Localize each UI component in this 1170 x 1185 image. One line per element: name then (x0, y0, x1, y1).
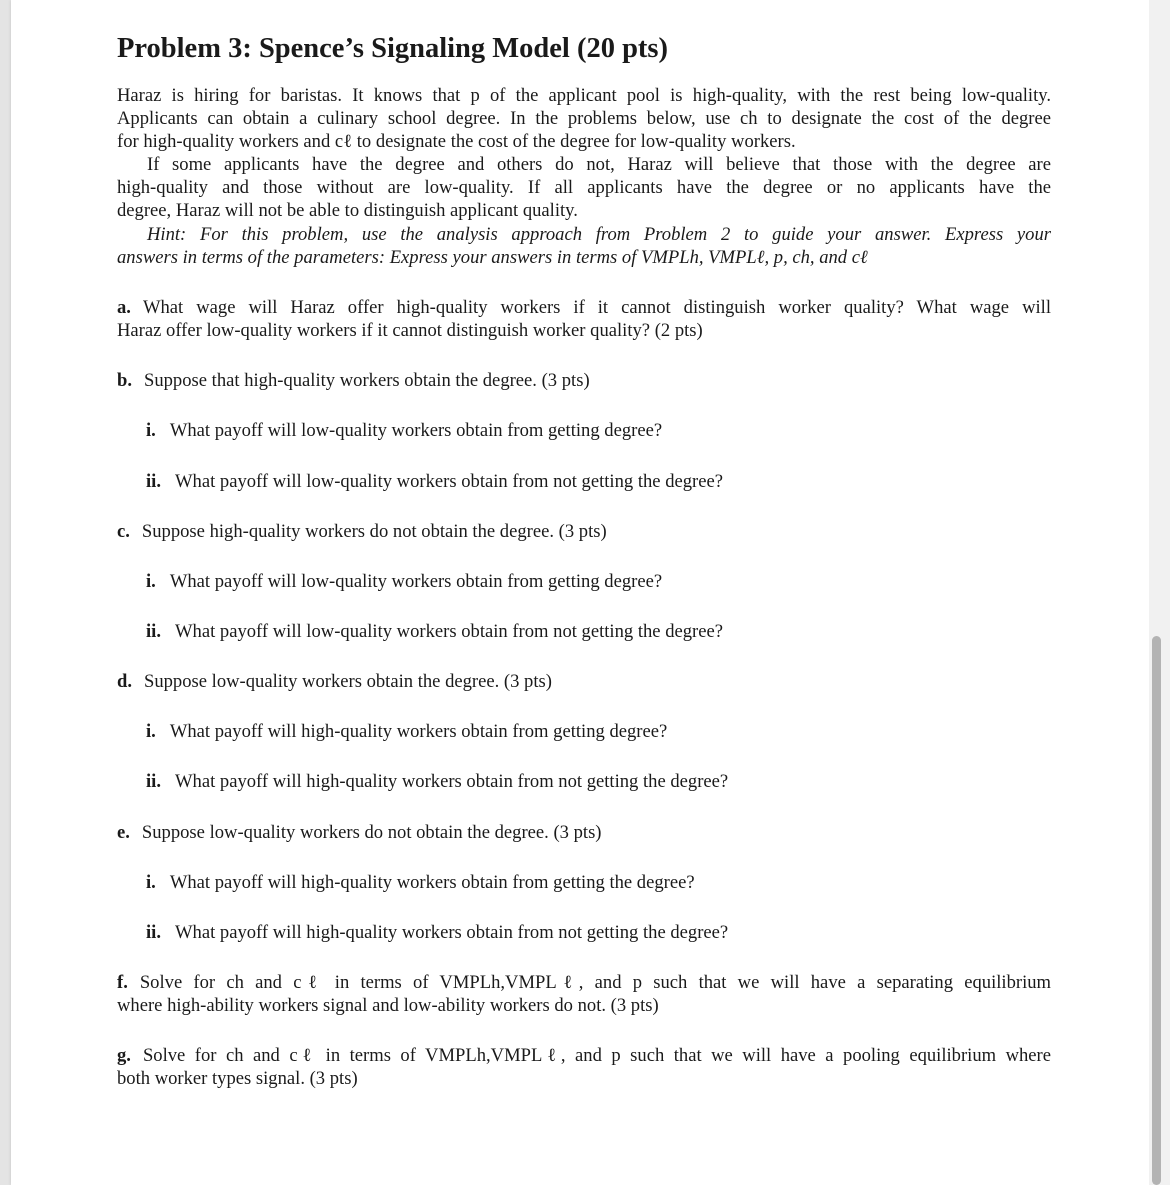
part-g-text-1: Solve for ch and cℓ in terms of VMPLh,VMPLℓ, and p such that we will have a pooling equilibrium where (142, 1045, 1051, 1066)
part-c-ii (146, 620, 723, 643)
intro-line-6: degree, Haraz will not be able to distinguish applicant quality. (117, 200, 578, 221)
part-b-i (146, 419, 662, 442)
intro-line-2: Applicants can obtain a culinary school degree. In the problems below, use ch to designate the cost of the degree (117, 108, 1051, 129)
part-f-line-2: where high-ability workers signal and low-ability workers do not. (3 pts) (117, 995, 659, 1016)
problem-title: Problem 3: Spence’s Signaling Model (20 pts) (117, 33, 669, 64)
part-e (117, 821, 1051, 844)
part-d-ii (146, 770, 728, 793)
part-d (117, 670, 1051, 693)
part-b-ii-text: What payoff will low-quality workers obtain from not getting the degree? (174, 471, 724, 492)
part-a-line-2: Haraz offer low-quality workers if it cannot distinguish worker quality? (2 pts) (117, 320, 703, 341)
part-c-ii-text: What payoff will low-quality workers obtain from not getting the degree? (174, 621, 724, 642)
hint-line-2: answers in terms of the parameters: Express your answers in terms of VMPLh, VMPLℓ, p, ch, and cℓ (117, 247, 868, 268)
part-d-i-label: i. (146, 721, 156, 742)
part-b-i-label: i. (146, 420, 156, 441)
intro-line-4: If some applicants have the degree and others do not, Haraz will believe that those with the degree are (147, 154, 1051, 175)
part-c-i (146, 570, 662, 593)
part-e-label: e. (117, 822, 130, 843)
part-d-ii-label: ii. (146, 771, 161, 792)
part-b-label: b. (117, 370, 132, 391)
part-d-i-text: What payoff will high-quality workers obtain from getting degree? (169, 721, 668, 742)
part-c-ii-label: ii. (146, 621, 161, 642)
part-c-i-text: What payoff will low-quality workers obtain from getting degree? (169, 571, 663, 592)
part-c (117, 520, 1051, 543)
part-e-i (146, 871, 695, 894)
part-f-label: f. (117, 972, 128, 993)
part-c-text: Suppose high-quality workers do not obtain the degree. (3 pts) (141, 521, 607, 542)
intro-line-3: for high-quality workers and cℓ to designate the cost of the degree for low-quality workers. (117, 131, 796, 152)
part-e-ii-text: What payoff will high-quality workers obtain from not getting the degree? (174, 922, 729, 943)
part-a-text-1: What wage will Haraz offer high-quality workers if it cannot distinguish worker quality? What wage will (142, 297, 1051, 318)
part-b-text: Suppose that high-quality workers obtain the degree. (3 pts) (144, 370, 590, 391)
part-d-label: d. (117, 671, 132, 692)
part-f-line-1 (117, 971, 1051, 994)
part-d-i (146, 720, 667, 743)
part-a-label: a. (117, 297, 131, 318)
part-d-ii-text: What payoff will high-quality workers obtain from not getting the degree? (174, 771, 729, 792)
part-b (117, 369, 1051, 392)
part-g-label: g. (117, 1045, 131, 1066)
part-a-line-1 (117, 296, 1051, 319)
hint-line-1: Hint: For this problem, use the analysis approach from Problem 2 to guide your answer. Express your (147, 224, 1051, 245)
part-e-i-label: i. (146, 872, 156, 893)
part-g-line-1 (117, 1044, 1051, 1067)
part-c-label: c. (117, 521, 130, 542)
part-c-i-label: i. (146, 571, 156, 592)
part-e-text: Suppose low-quality workers do not obtain the degree. (3 pts) (141, 822, 602, 843)
intro-line-5: high-quality and those without are low-quality. If all applicants have the degree or no applicants have the (117, 177, 1051, 198)
scrollbar-thumb[interactable] (1152, 636, 1161, 1185)
part-e-ii-label: ii. (146, 922, 161, 943)
intro-line-1: Haraz is hiring for baristas. It knows that p of the applicant pool is high-quality, with the rest being low-quality. (117, 85, 1051, 106)
part-d-text: Suppose low-quality workers obtain the degree. (3 pts) (144, 671, 552, 692)
part-f-text-1: Solve for ch and cℓ in terms of VMPLh,VMPLℓ, and p such that we will have a separating equilibrium (139, 972, 1051, 993)
part-e-i-text: What payoff will high-quality workers obtain from getting the degree? (169, 872, 695, 893)
part-b-ii-label: ii. (146, 471, 161, 492)
part-g-line-2: both worker types signal. (3 pts) (117, 1068, 358, 1089)
part-b-ii (146, 470, 723, 493)
part-b-i-text: What payoff will low-quality workers obtain from getting degree? (169, 420, 663, 441)
part-e-ii (146, 921, 728, 944)
